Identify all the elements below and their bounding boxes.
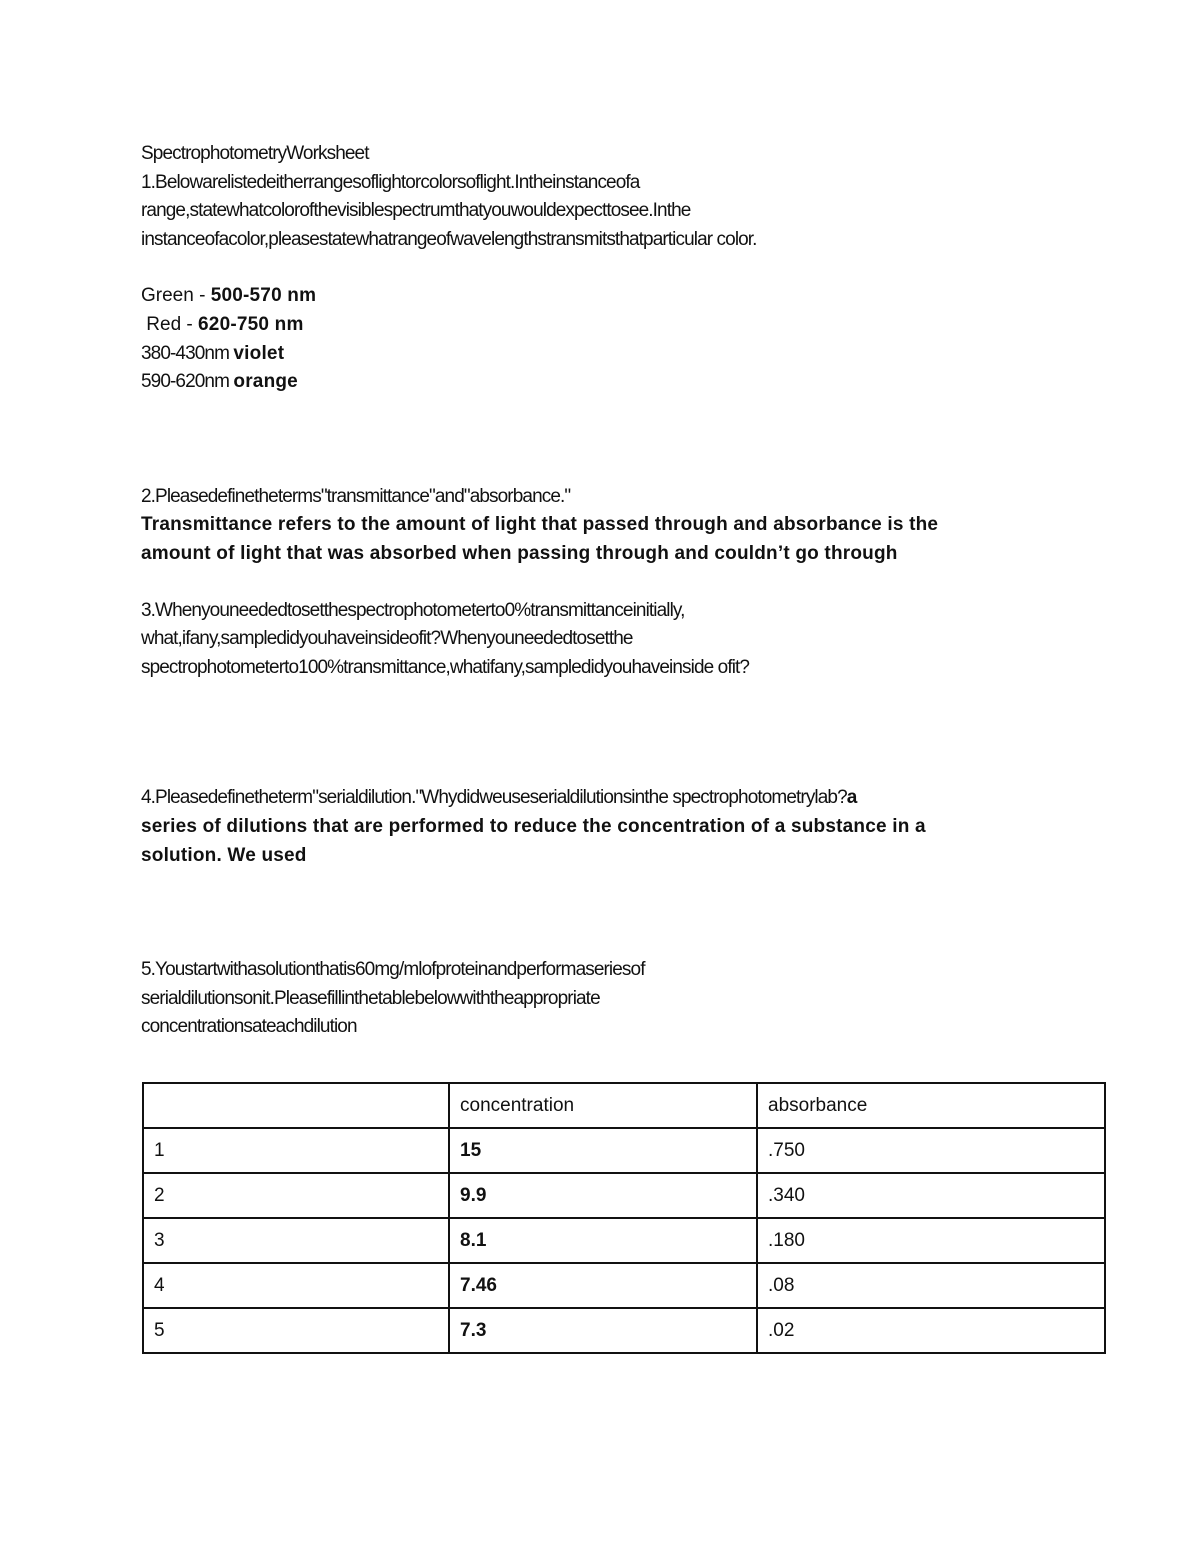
- q2-answer-line-2: amount of light that was absorbed when passing through and couldn’t go through: [141, 542, 898, 564]
- table-row: [143, 1173, 1105, 1218]
- row-concentration: 15: [449, 1128, 757, 1173]
- q1-answer-violet: [141, 340, 1111, 369]
- row-number: 2: [143, 1173, 449, 1218]
- table-header-row: [143, 1083, 1105, 1128]
- q4-answer-line-2: solution. We used: [141, 844, 307, 866]
- q1-answer-green: [141, 282, 1111, 311]
- row-number: 3: [143, 1218, 449, 1263]
- row-absorbance: .750: [757, 1128, 1105, 1173]
- row-number: 5: [143, 1308, 449, 1353]
- q1-line-2: range,statewhatcolorofthevisiblespectrumthatyouwouldexpecttosee.Inthe: [141, 200, 691, 222]
- row-concentration: 7.3: [449, 1308, 757, 1353]
- q1-line-3: instanceofacolor,pleasestatewhatrangeofwavelengthstransmitsthatparticular color.: [141, 228, 757, 250]
- q3-line-3: spectrophotometerto100%transmittance,whatifany,sampledidyouhaveinside ofit?: [141, 656, 750, 678]
- q5-line-3: concentrationsateachdilution: [141, 1016, 357, 1038]
- row-concentration: 9.9: [449, 1173, 757, 1218]
- row-concentration: 7.46: [449, 1263, 757, 1308]
- q5-line-1: 5.Youstartwithasolutionthatis60mg/mlofproteinandperformaseriesof: [141, 959, 645, 981]
- worksheet-title: SpectrophotometryWorksheet: [141, 143, 369, 164]
- table-row: [143, 1263, 1105, 1308]
- row-absorbance: .340: [757, 1173, 1105, 1218]
- q1-answer-orange-value: orange: [233, 371, 298, 393]
- row-absorbance: .180: [757, 1218, 1105, 1263]
- table-row: [143, 1218, 1105, 1263]
- q3-line-2: what,ifany,sampledidyouhaveinsideofit?Whenyouneededtosetthe: [141, 628, 633, 650]
- q3-line-1: 3.Whenyouneededtosetthespectrophotometerto0%transmittanceinitially,: [141, 599, 685, 621]
- q4-question: [141, 784, 1111, 813]
- header-cell-concentration: concentration: [449, 1083, 757, 1128]
- row-number: 1: [143, 1128, 449, 1173]
- table-row: [143, 1128, 1105, 1173]
- q2-answer-line-1: Transmittance refers to the amount of light that passed through and absorbance is the: [141, 514, 939, 536]
- q1-answer-violet-value: violet: [233, 342, 285, 364]
- q4-answer-start: a: [846, 787, 858, 809]
- q4-question-text: 4.Pleasedefinetheterm"serialdilution."Whydidweuseserialdilutionsinthe spectrophotometrylab?: [141, 787, 847, 809]
- q1-answer-orange: [141, 368, 1111, 397]
- q1-answer-red-value: 620-750 nm: [198, 313, 304, 335]
- row-number: 4: [143, 1263, 449, 1308]
- row-concentration: 8.1: [449, 1218, 757, 1263]
- dilution-table: [142, 1082, 1106, 1354]
- worksheet-page: [141, 140, 1111, 1042]
- q5-line-2: serialdilutionsonit.Pleasefillinthetablebelowwiththeappropriate: [141, 987, 600, 1009]
- q1-answer-red: [141, 311, 1111, 340]
- row-absorbance: .08: [757, 1263, 1105, 1308]
- q1-answer-violet-prompt: 380-430nm: [141, 342, 234, 364]
- header-cell-empty: [143, 1083, 449, 1128]
- q4-answer-line-1: series of dilutions that are performed to reduce the concentration of a substance in a: [141, 815, 926, 837]
- row-absorbance: .02: [757, 1308, 1105, 1353]
- q1-line-1: 1.Belowarelistedeitherrangesoflightorcolorsoflight.Intheinstanceofa: [141, 171, 640, 193]
- header-cell-absorbance: absorbance: [757, 1083, 1105, 1128]
- q1-answer-orange-prompt: 590-620nm: [141, 371, 234, 393]
- q1-answer-green-value: 500-570 nm: [210, 285, 317, 307]
- q1-answer-red-prompt: Red -: [141, 313, 199, 335]
- table-row: [143, 1308, 1105, 1353]
- q2-question: 2.Pleasedefinetheterms"transmittance"and"absorbance.": [141, 485, 571, 507]
- q1-answer-green-prompt: Green -: [141, 285, 211, 307]
